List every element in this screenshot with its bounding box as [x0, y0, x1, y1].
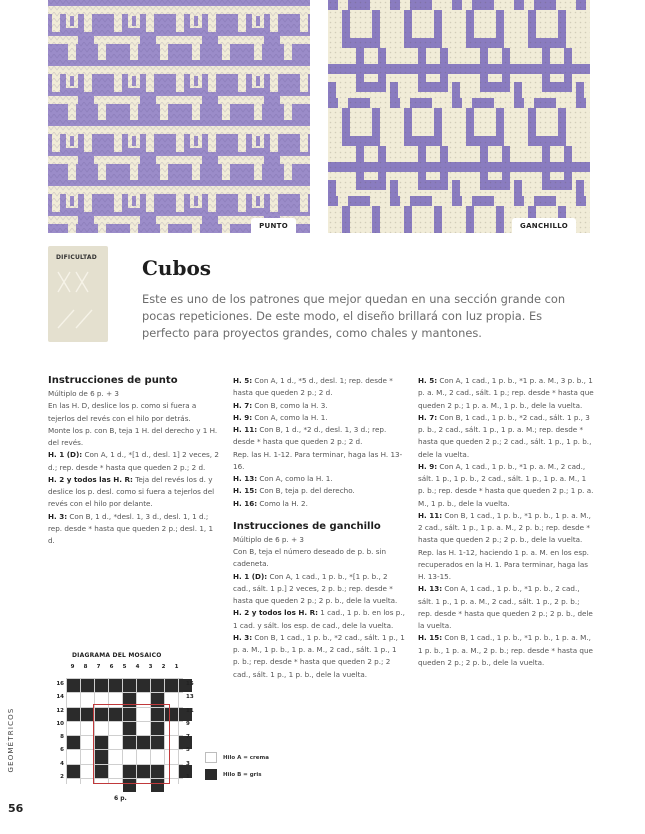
- crochet-row: H. 11: Con B, 1 cad., 1 p. b., *1 p. b., 1 p. a. M., 2 cad., sált. 1 p., 1 p. a. M., 2 p. b.; rep. desde * hasta que queden 2 p.; 2 p. b., dele la vuelta.: [418, 510, 591, 545]
- grid-cell-light: [95, 693, 108, 706]
- grid-cell-light: [81, 722, 94, 735]
- grid-cell-dark: [95, 679, 108, 692]
- grid-cell-light: [137, 779, 150, 792]
- grid-cell-dark: [67, 736, 80, 749]
- grid-cell-dark: [123, 708, 136, 721]
- grid-cell-light: [109, 750, 122, 763]
- knit-row: H. 13: Con A, como la H. 1.: [233, 474, 333, 483]
- knit-label: PUNTO: [251, 218, 296, 233]
- difficulty-marks-icon: [54, 268, 102, 334]
- grid-cell-dark: [165, 679, 178, 692]
- knit-row: H. 16: Como la H. 2.: [233, 498, 308, 508]
- knit-multiple: Múltiplo de 6 p. + 3: [48, 389, 119, 398]
- knit-row: H. 5: Con A, 1 d., *5 d., desl. 1; rep. desde * hasta que queden 2 p.; 2 d.: [233, 376, 393, 398]
- diagram-grid: [66, 678, 183, 784]
- grid-cell-dark: [81, 708, 94, 721]
- grid-cell-light: [165, 750, 178, 763]
- grid-cell-light: [109, 736, 122, 749]
- crochet-row: H. 13: Con A, 1 cad., 1 p. b., *1 p. b., 2 cad., sált. 1 p., 1 p. a. M., 2 cad., sált. 1 p., 2 p. b.; rep. desde * hasta que queden 2 p.; 2 p. b., dele la vuelta.: [418, 584, 593, 630]
- grid-cell-light: [123, 750, 136, 763]
- crochet-row: H. 7: Con B, 1 cad., 1 p. b., *2 cad., sált. 1 p., 3 p. b., 2 cad., sált. 1 p., 1 p. a. M.; rep. desde * hasta que queden 2 p.; 2 cad., sált. 1 p., 1 p. b., dele la vuelta.: [418, 412, 592, 459]
- gray-swatch-icon: [205, 769, 217, 780]
- grid-cell-light: [137, 693, 150, 706]
- grid-cell-dark: [81, 679, 94, 692]
- pattern-title: Cubos: [142, 256, 212, 280]
- grid-cell-dark: [123, 679, 136, 692]
- grid-cell-dark: [67, 679, 80, 692]
- crochet-swatch-photo: [328, 0, 590, 233]
- diagram-column-numbers: 9 8 7 6 5 4 3 2 1: [70, 664, 179, 670]
- repeat-width-label: 6 p.: [114, 795, 127, 802]
- knit-note: En las H. D, deslice los p. como si fuera a tejerlos del revés con el hilo por detrás.: [48, 401, 197, 423]
- diagram-legend: [205, 752, 269, 786]
- grid-cell-light: [151, 750, 164, 763]
- grid-cell-light: [95, 722, 108, 735]
- difficulty-badge: [48, 246, 108, 342]
- cream-swatch-icon: [205, 752, 217, 763]
- grid-cell-dark: [123, 736, 136, 749]
- knit-note: Monte los p. con B, teja 1 H. del derecho y 1 H. del revés.: [48, 425, 218, 447]
- crochet-row: H. 2 y todos los H. R: 1 cad., 1 p. b. en los p., 1 cad. y sált. los esp. de cad., dele la vuelta.: [233, 608, 405, 630]
- grid-cell-dark: [95, 765, 108, 778]
- grid-cell-dark: [95, 708, 108, 721]
- diagram-row-numbers-left: 16 14 12 10 8 6 4 2: [56, 681, 64, 780]
- grid-cell-dark: [165, 708, 178, 721]
- grid-cell-dark: [123, 779, 136, 792]
- grid-cell-dark: [151, 693, 164, 706]
- grid-cell-dark: [137, 765, 150, 778]
- crochet-heading: Instrucciones de ganchillo: [233, 520, 381, 532]
- grid-cell-dark: [123, 722, 136, 735]
- knit-swatch-image: [48, 0, 310, 233]
- grid-cell-dark: [109, 708, 122, 721]
- grid-cell-light: [109, 722, 122, 735]
- grid-cell-dark: [109, 679, 122, 692]
- grid-cell-dark: [137, 679, 150, 692]
- grid-cell-light: [165, 779, 178, 792]
- crochet-swatch-image: [328, 0, 590, 233]
- knit-heading: Instrucciones de punto: [48, 375, 178, 386]
- crochet-label: GANCHILLO: [512, 218, 576, 233]
- grid-cell-light: [137, 750, 150, 763]
- instructions-column-3: [418, 375, 594, 669]
- grid-cell-dark: [95, 736, 108, 749]
- grid-cell-dark: [151, 736, 164, 749]
- grid-cell-light: [67, 750, 80, 763]
- grid-cell-light: [81, 779, 94, 792]
- crochet-note: Con B, teja el número deseado de p. b. sin cadeneta.: [233, 547, 387, 569]
- grid-cell-dark: [67, 708, 80, 721]
- grid-cell-light: [95, 779, 108, 792]
- grid-cell-dark: [123, 693, 136, 706]
- legend-item-yarn-a: Hilo A = crema: [205, 752, 269, 763]
- grid-cell-dark: [151, 765, 164, 778]
- grid-cell-light: [67, 722, 80, 735]
- diagram-title: DIAGRAMA DEL MOSAICO: [72, 652, 162, 659]
- grid-cell-light: [67, 779, 80, 792]
- grid-cell-light: [109, 693, 122, 706]
- grid-cell-dark: [151, 708, 164, 721]
- grid-cell-dark: [95, 750, 108, 763]
- crochet-row: H. 9: Con A, 1 cad., 1 p. b., *1 p. a. M., 2 cad., sált. 1 p., 1 p. b., 2 cad., sált. 1 p., 1 p. a. M., 1 p. b.; rep. desde * hasta que queden 2 p.; 1 p. a. M., 1 p. b., dele la vuelta.: [418, 461, 594, 508]
- knit-repeat-note: Rep. las H. 1-12. Para terminar, haga las H. 13-16.: [233, 449, 403, 471]
- grid-cell-light: [137, 722, 150, 735]
- knit-row: H. 15: Con B, teja p. del derecho.: [233, 486, 355, 496]
- crochet-row: H. 5: Con A, 1 cad., 1 p. b., *1 p. a. M., 3 p. b., 1 p. a. M., 2 cad., sált. 1 p.; rep. desde * hasta que queden 2 p.; 1 p. a. M., 1 p. b., dele la vuelta.: [418, 376, 594, 410]
- knit-swatch-photo: [48, 0, 310, 233]
- grid-cell-light: [165, 722, 178, 735]
- grid-cell-light: [165, 693, 178, 706]
- legend-item-yarn-b: Hilo B = gris: [205, 769, 269, 780]
- grid-cell-dark: [67, 765, 80, 778]
- grid-cell-light: [109, 765, 122, 778]
- knit-row: H. 2 y todos las H. R: Teja del revés los d. y deslice los p. desl. como si fuera a tejerlos del revés con el hilo por delante.: [48, 474, 215, 509]
- knit-instructions: [48, 374, 220, 547]
- grid-cell-light: [137, 708, 150, 721]
- grid-cell-light: [81, 750, 94, 763]
- pattern-intro: Este es uno de los patrones que mejor quedan en una sección grande con pocas repeticiones. De este modo, el diseño brillará con luz propia. Es perfecto para proyectos grandes, como chales y mantones.: [142, 292, 566, 340]
- crochet-row: H. 3: Con B, 1 cad., 1 p. b., *2 cad., sált. 1 p., 1 p. a. M., 1 p. b., 1 p. a. M., 2 cad., sált. 1 p., 1 p. b.; rep. desde * hasta que queden 2 p.; 2 cad., sált. 1 p., 1 p. b., dele la vuelta.: [233, 632, 405, 679]
- difficulty-title: DIFICULTAD: [56, 254, 97, 261]
- grid-cell-dark: [123, 765, 136, 778]
- grid-cell-light: [165, 736, 178, 749]
- grid-cell-dark: [151, 779, 164, 792]
- grid-cell-light: [109, 779, 122, 792]
- grid-cell-light: [81, 736, 94, 749]
- knit-row: H. 3: Con B, 1 d., *desl. 1, 3 d., desl. 1, 1 d.; rep. desde * hasta que queden 2 p.; desl. 1, 1 d.: [48, 511, 214, 545]
- grid-cell-light: [165, 765, 178, 778]
- grid-cell-light: [67, 693, 80, 706]
- page-number: 56: [8, 802, 24, 815]
- section-label: GEOMÉTRICOS: [7, 707, 15, 773]
- grid-cell-light: [81, 693, 94, 706]
- grid-cell-light: [81, 765, 94, 778]
- grid-cell-dark: [137, 736, 150, 749]
- instructions-column-2: [233, 375, 405, 681]
- knit-row: H. 11: Con B, 1 d., *2 d., desl. 1, 3 d.; rep. desde * hasta que queden 2 p.; 2 d.: [233, 425, 387, 447]
- knit-row: H. 1 (D): Con A, 1 d., *[1 d., desl. 1] 2 veces, 2 d.; rep. desde * hasta que queden 2 p.; 2 d.: [48, 450, 219, 472]
- grid-cell-dark: [151, 679, 164, 692]
- crochet-row: H. 15: Con B, 1 cad., 1 p. b., *1 p. b., 1 p. a. M., 1 p. b., 1 p. a. M., 2 p. b.; rep. desde * hasta que queden 2 p.; 2 p. b., dele la vuelta.: [418, 633, 593, 667]
- crochet-repeat-note: Rep. las H. 1-12, haciendo 1 p. a. M. en los esp. recuperados en la H. 1. Para terminar, haga las H. 13-15.: [418, 547, 589, 581]
- diagram-row-numbers-right: 15 13 11 9 7 5 3 1: [186, 681, 194, 780]
- crochet-row: H. 1 (D): Con A, 1 cad., 1 p. b., *[1 p. b., 2 cad., sált. 1 p.] 2 veces, 2 p. b.; rep. desde * hasta que queden 2 p.; 2 p. b., dele la vuelta.: [233, 571, 398, 605]
- knit-row: H. 9: Con A, como la H. 1.: [233, 412, 328, 422]
- knit-row: H. 7: Con B, como la H. 3.: [233, 400, 328, 410]
- grid-cell-dark: [151, 722, 164, 735]
- crochet-multiple: Múltiplo de 6 p. + 3: [233, 534, 304, 544]
